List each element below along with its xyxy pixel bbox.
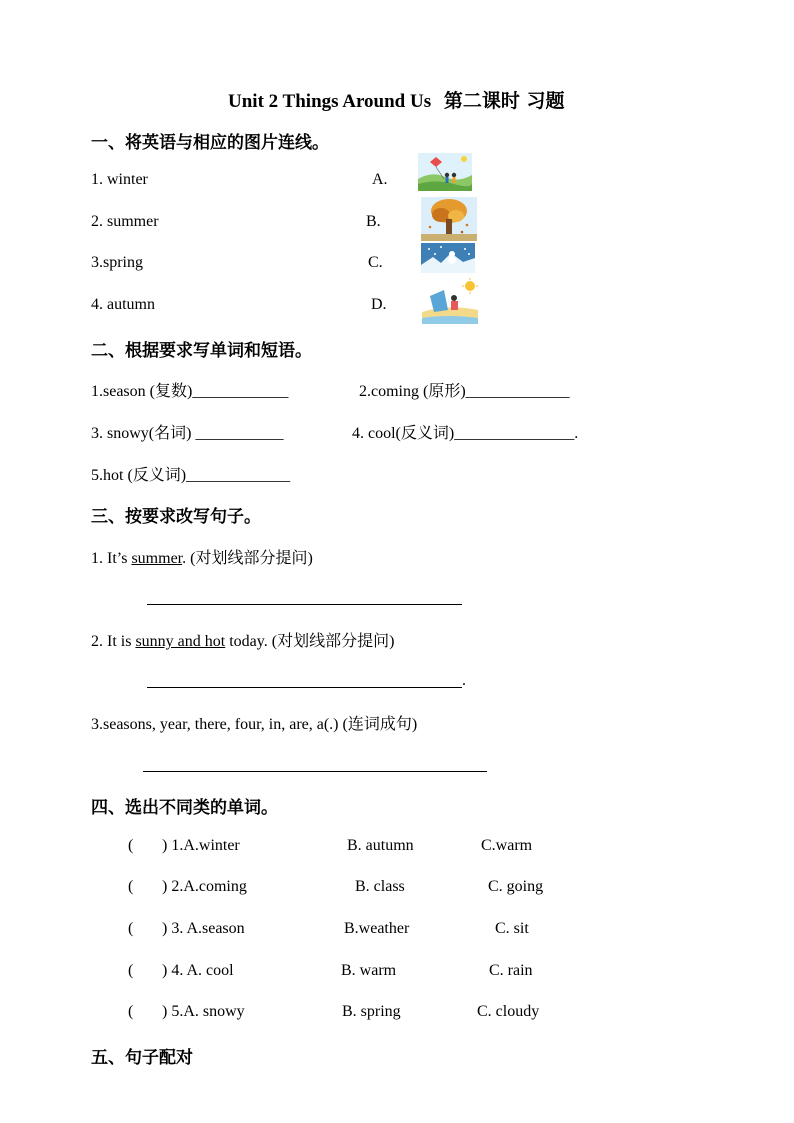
choice-row-1-paren: ( (128, 837, 134, 854)
choice-row-3-paren: ( (128, 920, 134, 937)
choice-row-2-a: ) 2.A.coming (162, 878, 247, 895)
answer-line-1 (147, 604, 462, 605)
choice-row-2-c: C. going (488, 878, 544, 895)
match-letter-d: D. (371, 296, 387, 313)
rewrite-1-suffix: . (对划线部分提问) (182, 550, 313, 567)
rewrite-question-3: 3.seasons, year, there, four, in, are, a(.) (连词成句) (91, 716, 418, 733)
choice-row-2-b: B. class (355, 878, 405, 895)
rewrite-1-prefix: 1. It’s (91, 550, 132, 567)
rewrite-1-underlined: summer (131, 550, 183, 567)
winter-picture (421, 243, 475, 273)
rewrite-question-2 (91, 628, 394, 651)
choice-row-5-c: C. cloudy (477, 1003, 540, 1020)
section-4-heading: 四、选出不同类的单词。 (91, 798, 278, 818)
match-letter-c: C. (368, 254, 383, 271)
section-5-heading: 五、句子配对 (91, 1048, 193, 1068)
choice-row-4-c: C. rain (489, 962, 533, 979)
choice-row-1-c: C.warm (481, 837, 533, 854)
section-3-heading: 三、按要求改写句子。 (91, 507, 261, 527)
match-word-2: 2. summer (91, 213, 159, 230)
word-task-3: 3. snowy(名词) ___________ (91, 425, 284, 442)
rewrite-question-1 (91, 545, 313, 568)
rewrite-2-prefix: 2. It is (91, 633, 136, 650)
summer-picture (418, 278, 480, 324)
answer-line-2-period: . (462, 672, 466, 689)
choice-row-5-paren: ( (128, 1003, 134, 1020)
match-letter-b: B. (366, 213, 381, 230)
word-task-2: 2.coming (原形)_____________ (359, 383, 570, 400)
section-1-heading: 一、将英语与相应的图片连线。 (91, 133, 329, 153)
title-en: Unit 2 Things Around Us (228, 91, 432, 112)
spring-picture (418, 153, 472, 191)
choice-row-5-b: B. spring (342, 1003, 401, 1020)
choice-row-3-b: B.weather (344, 920, 410, 937)
word-task-5: 5.hot (反义词)_____________ (91, 467, 291, 484)
answer-line-3 (143, 771, 487, 772)
match-letter-a: A. (372, 171, 388, 188)
choice-row-1-b: B. autumn (347, 837, 414, 854)
word-task-1: 1.season (复数)____________ (91, 383, 289, 400)
choice-row-3-c: C. sit (495, 920, 529, 937)
match-word-1: 1. winter (91, 171, 148, 188)
answer-line-2 (147, 687, 462, 688)
choice-row-1-a: ) 1.A.winter (162, 837, 240, 854)
rewrite-2-underlined: sunny and hot (135, 633, 226, 650)
section-2-heading: 二、根据要求写单词和短语。 (91, 341, 312, 361)
title-cn: 第二课时 习题 (443, 90, 565, 112)
choice-row-5-a: ) 5.A. snowy (162, 1003, 245, 1020)
match-word-4: 4. autumn (91, 296, 155, 313)
word-task-4: 4. cool(反义词)_______________. (352, 425, 579, 442)
choice-row-4-paren: ( (128, 962, 134, 979)
choice-row-3-a: ) 3. A.season (162, 920, 245, 937)
choice-row-2-paren: ( (128, 878, 134, 895)
choice-row-4-a: ) 4. A. cool (162, 962, 234, 979)
match-word-3: 3.spring (91, 254, 143, 271)
choice-row-4-b: B. warm (341, 962, 397, 979)
rewrite-2-suffix: today. (对划线部分提问) (225, 633, 395, 650)
page-title (228, 86, 564, 113)
autumn-picture (421, 197, 477, 241)
